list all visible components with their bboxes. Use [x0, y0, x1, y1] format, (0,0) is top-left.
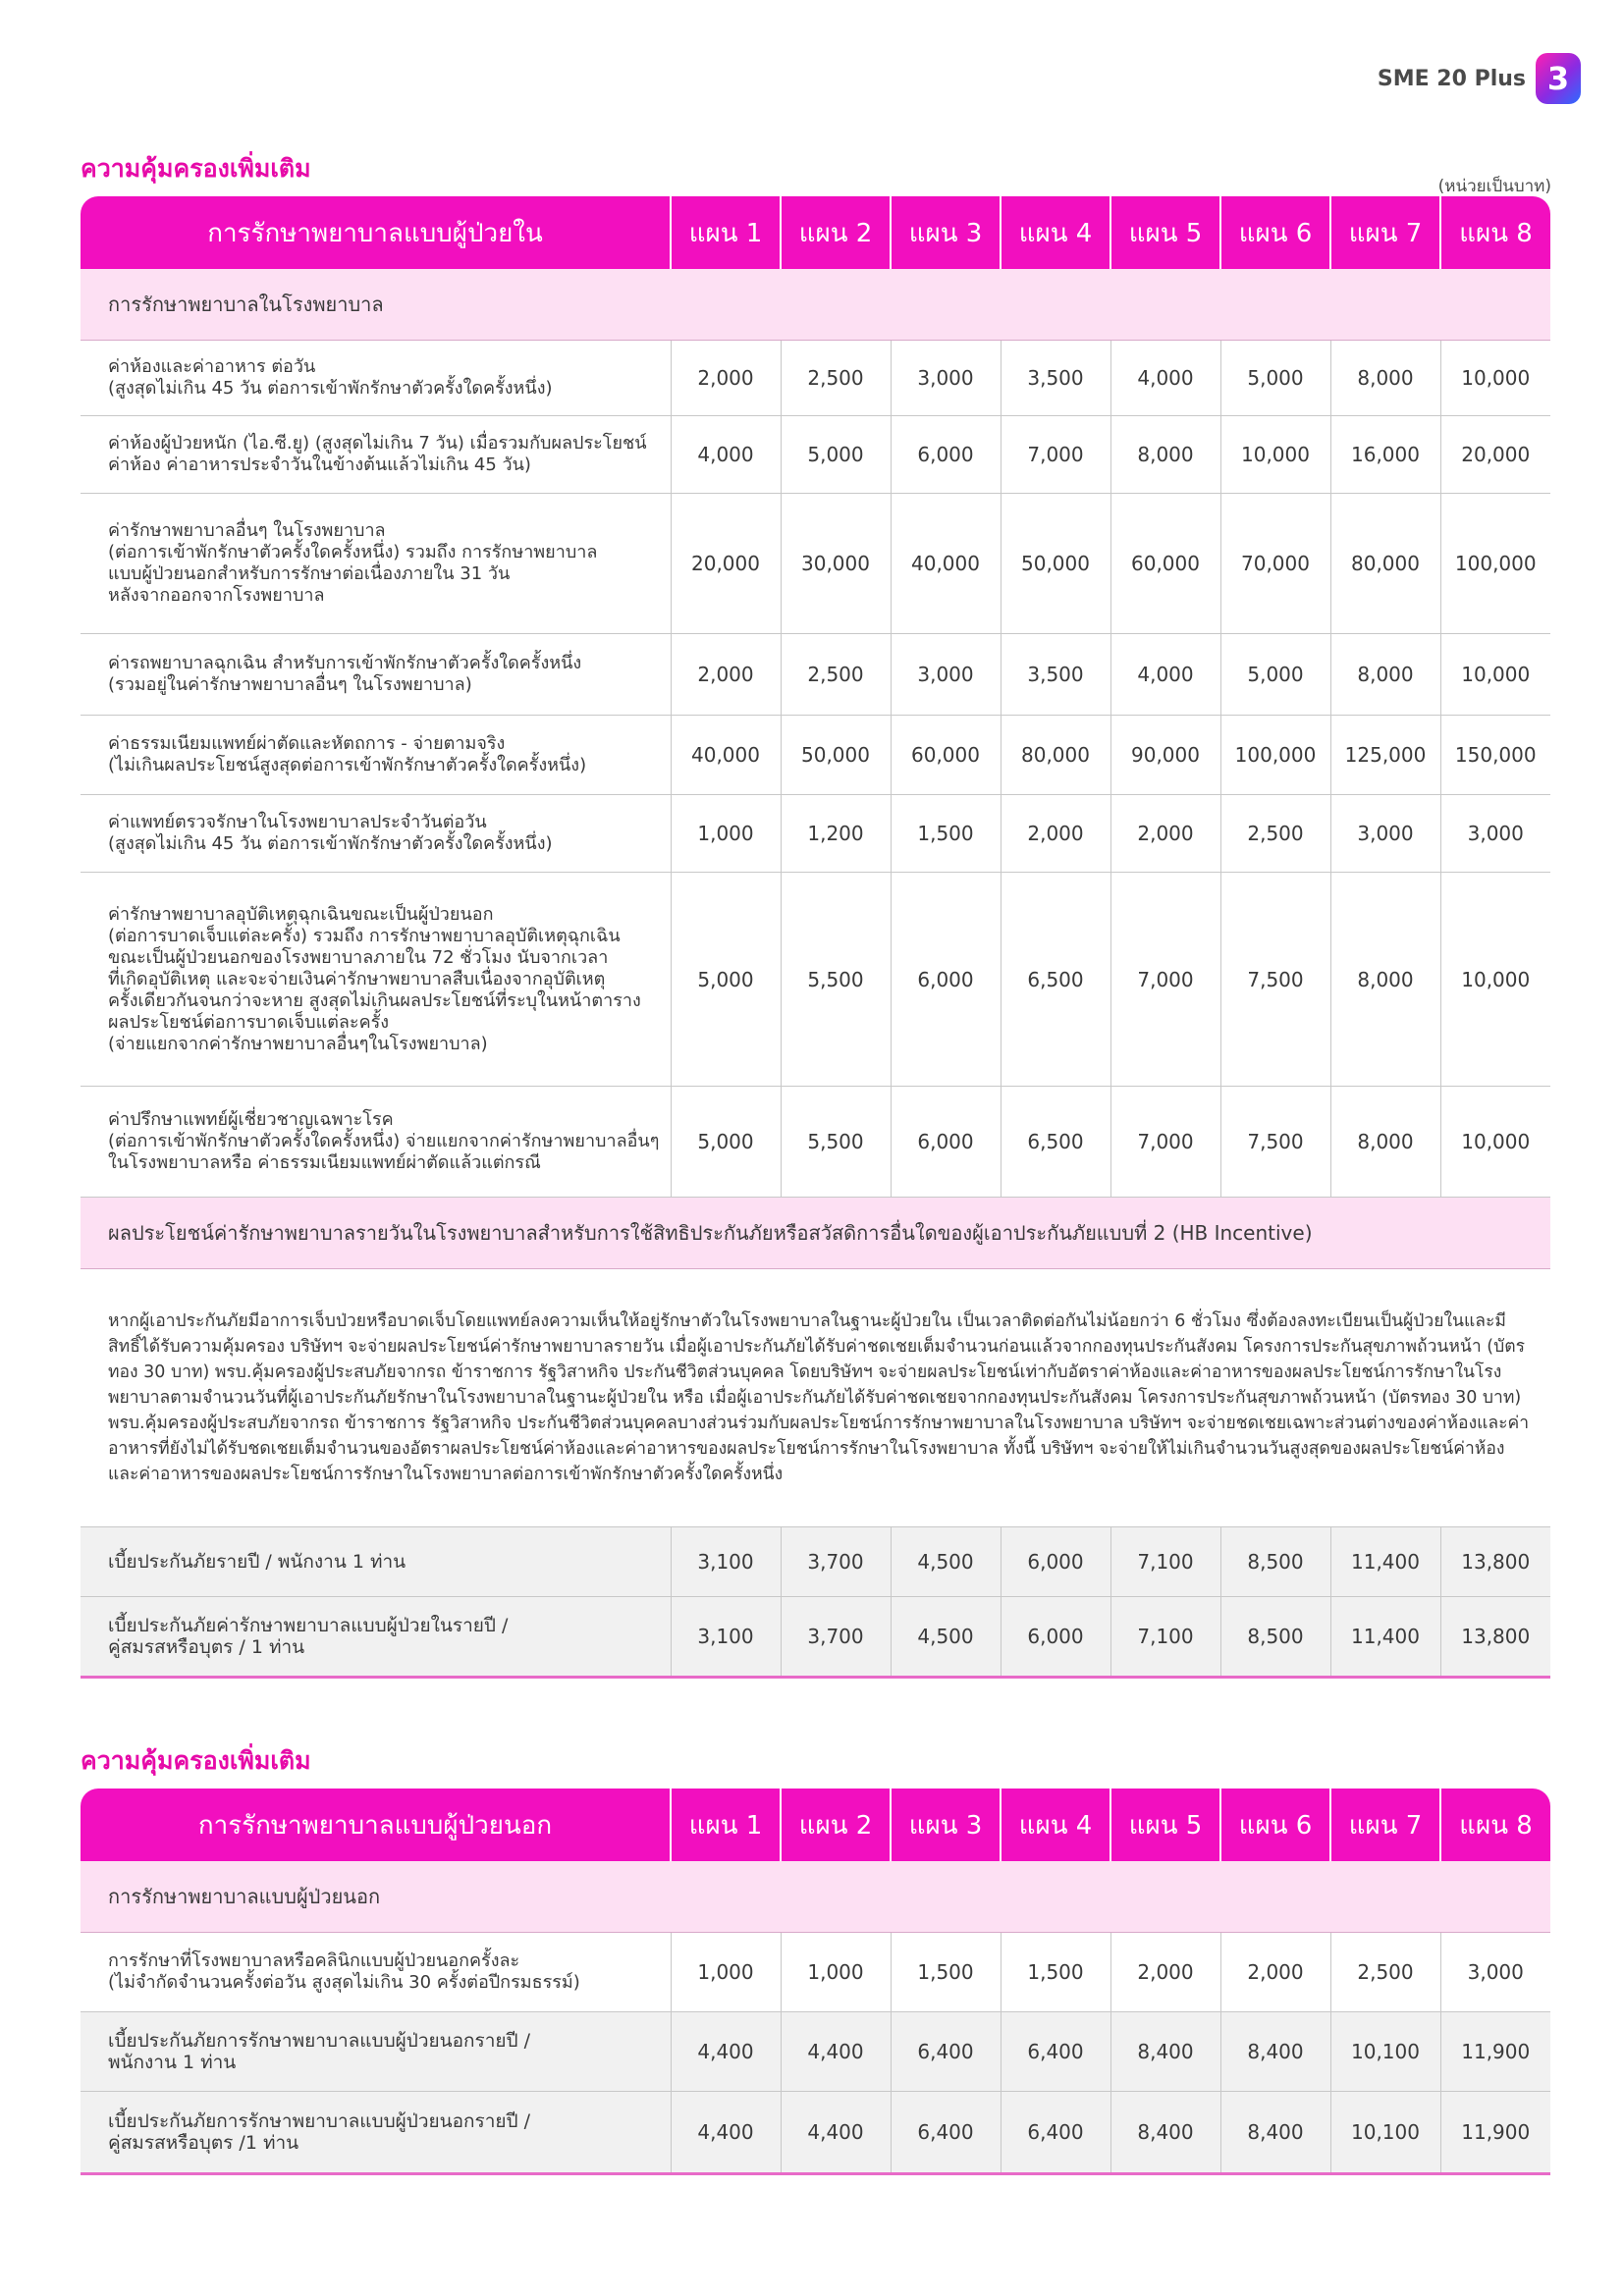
plan-value: 2,500	[781, 341, 891, 416]
plan-value: 4,400	[781, 2012, 891, 2092]
plan-value: 2,000	[671, 341, 781, 416]
plan-value: 2,000	[1110, 1933, 1220, 2012]
plan-value: 7,000	[1110, 1087, 1220, 1198]
plan-value: 8,000	[1330, 1087, 1440, 1198]
plan-value: 13,800	[1440, 1527, 1550, 1597]
plan-value: 10,100	[1330, 2012, 1440, 2092]
plan-value: 50,000	[1001, 494, 1110, 634]
plan-value: 10,000	[1440, 341, 1550, 416]
table-row	[81, 1933, 1550, 2012]
plan-value: 1,000	[671, 795, 781, 873]
plan-value: 100,000	[1440, 494, 1550, 634]
plan-value: 6,000	[891, 416, 1001, 494]
header-plan-2: แผน 2	[781, 1789, 891, 1861]
plan-value: 2,000	[671, 634, 781, 716]
row-label: ค่าปรึกษาแพทย์ผู้เชี่ยวชาญเฉพาะโรค (ต่อการเข้าพักรักษาตัวครั้งใดครั้งหนึ่ง) จ่ายแยกจากค่ารักษาพยาบาลอื่นๆ ในโรงพยาบาลหรือ ค่าธรรมเนียมแพทย์ผ่าตัดแล้วแต่กรณี	[81, 1087, 671, 1198]
plan-value: 7,000	[1001, 416, 1110, 494]
plan-value: 7,100	[1110, 1597, 1220, 1678]
table-row	[81, 634, 1550, 716]
table-row	[81, 416, 1550, 494]
plan-value: 8,000	[1110, 416, 1220, 494]
hb-incentive-text: หากผู้เอาประกันภัยมีอาการเจ็บป่วยหรือบาดเจ็บโดยแพทย์ลงความเห็นให้อยู่รักษาตัวในโรงพยาบาลในฐานะผู้ป่วยใน เป็นเวลาติดต่อกันไม่น้อยกว่า 6 ชั่วโมง ซึ่งต้องลงทะเบียนเป็นผู้ป่วยในและมีสิทธิ์ได้รับความคุ้มครอง บริษัทฯ จะจ่ายผลประโยชน์ค่ารักษาพยาบาลรายวัน เมื่อผู้เอาประกันภัยได้รับค่าชดเชยเต็มจำนวนก่อนแล้วจากกองทุนประกันสังคม โครงการประกันสุขภาพถ้วนหน้า (บัตรทอง 30 บาท) พรบ.คุ้มครองผู้ประสบภัยจากรถ ข้าราชการ รัฐวิสาหกิจ ประกันชีวิตส่วนบุคคล โดยบริษัทฯ จะจ่ายผลประโยชน์เท่ากับอัตราค่าห้องและค่าอาหารของผลประโยชน์การรักษาในโรงพยาบาลตามจำนวนวันที่ผู้เอาประกันภัยรักษาในโรงพยาบาลในฐานะผู้ป่วยใน หรือ เมื่อผู้เอาประกันภัยได้รับค่าชดเชยจากกองทุนประกันสังคม โครงการประกันสุขภาพถ้วนหน้า (บัตรทอง 30 บาท) พรบ.คุ้มครองผู้ประสบภัยจากรถ ข้าราชการ รัฐวิสาหกิจ ประกันชีวิตส่วนบุคคลบางส่วนร่วมกับผลประโยชน์การรักษาพยาบาลในโรงพยาบาล บริษัทฯ จะจ่ายชดเชยเฉพาะส่วนต่างของค่าห้องและค่าอาหารที่ยังไม่ได้รับชดเชยเต็มจำนวนของอัตราผลประโยชน์ค่าห้องและค่าอาหารของผลประโยชน์การรักษาในโรงพยาบาล ทั้งนี้ บริษัทฯ จะจ่ายให้ไม่เกินจำนวนวันสูงสุดของผลประโยชน์ค่าห้องและค่าอาหารของผลประโยชน์การรักษาในโรงพยาบาลต่อการเข้าพักรักษาตัวครั้งใดครั้งหนึ่ง	[81, 1269, 1550, 1527]
header-plan-3: แผน 3	[891, 1789, 1001, 1861]
plan-value: 125,000	[1330, 716, 1440, 795]
row-label: เบี้ยประกันภัยค่ารักษาพยาบาลแบบผู้ป่วยในรายปี / คู่สมรสหรือบุตร / 1 ท่าน	[81, 1597, 671, 1678]
plan-value: 3,000	[1330, 795, 1440, 873]
brand-logo	[1536, 53, 1581, 104]
plan-value: 8,400	[1220, 2092, 1330, 2174]
plan-value: 7,000	[1110, 873, 1220, 1087]
table-row	[81, 795, 1550, 873]
plan-value: 11,400	[1330, 1527, 1440, 1597]
plan-value: 60,000	[1110, 494, 1220, 634]
plan-value: 3,100	[671, 1597, 781, 1678]
table-row	[81, 1087, 1550, 1198]
row-label: ค่าแพทย์ตรวจรักษาในโรงพยาบาลประจำวันต่อวัน (สูงสุดไม่เกิน 45 วัน ต่อการเข้าพักรักษาตัวครั้งใดครั้งหนึ่ง)	[81, 795, 671, 873]
plan-value: 6,000	[1001, 1527, 1110, 1597]
subhead-row	[81, 269, 1550, 341]
row-label: ค่าธรรมเนียมแพทย์ผ่าตัดและหัตถการ - จ่ายตามจริง (ไม่เกินผลประโยชน์สูงสุดต่อการเข้าพักรักษาตัวครั้งใดครั้งหนึ่ง)	[81, 716, 671, 795]
plan-value: 6,000	[891, 1087, 1001, 1198]
section-title-inpatient: ความคุ้มครองเพิ่มเติม	[81, 154, 311, 183]
table-row	[81, 494, 1550, 634]
plan-value: 3,000	[891, 341, 1001, 416]
plan-value: 90,000	[1110, 716, 1220, 795]
plan-value: 2,000	[1220, 1933, 1330, 2012]
header-title: การรักษาพยาบาลแบบผู้ป่วยนอก	[81, 1789, 671, 1861]
header-title: การรักษาพยาบาลแบบผู้ป่วยใน	[81, 196, 671, 269]
plan-value: 8,400	[1110, 2012, 1220, 2092]
plan-value: 4,400	[671, 2012, 781, 2092]
header-plan-2: แผน 2	[781, 196, 891, 269]
plan-value: 8,400	[1220, 2012, 1330, 2092]
plan-value: 1,500	[891, 1933, 1001, 2012]
plan-value: 20,000	[671, 494, 781, 634]
plan-value: 50,000	[781, 716, 891, 795]
plan-value: 4,400	[781, 2092, 891, 2174]
header-plan-7: แผน 7	[1330, 196, 1440, 269]
plan-value: 10,100	[1330, 2092, 1440, 2174]
plan-value: 2,500	[781, 634, 891, 716]
table-row	[81, 873, 1550, 1087]
plan-value: 1,500	[1001, 1933, 1110, 2012]
plan-value: 3,000	[891, 634, 1001, 716]
plan-value: 150,000	[1440, 716, 1550, 795]
plan-value: 5,000	[671, 873, 781, 1087]
plan-value: 1,000	[671, 1933, 781, 2012]
plan-value: 6,400	[891, 2092, 1001, 2174]
table-header-row	[81, 196, 1550, 269]
row-label: เบี้ยประกันภัยรายปี / พนักงาน 1 ท่าน	[81, 1527, 671, 1597]
plan-value: 6,400	[891, 2012, 1001, 2092]
plan-value: 20,000	[1440, 416, 1550, 494]
row-label: ค่ารถพยาบาลฉุกเฉิน สำหรับการเข้าพักรักษาตัวครั้งใดครั้งหนึ่ง (รวมอยู่ในค่ารักษาพยาบาลอื่นๆ ในโรงพยาบาล)	[81, 634, 671, 716]
section-title-outpatient: ความคุ้มครองเพิ่มเติม	[81, 1746, 311, 1775]
plan-value: 5,500	[781, 873, 891, 1087]
plan-value: 4,500	[891, 1527, 1001, 1597]
plan-value: 3,000	[1440, 795, 1550, 873]
plan-value: 11,900	[1440, 2012, 1550, 2092]
header-plan-8: แผน 8	[1440, 1789, 1550, 1861]
header-plan-6: แผน 6	[1220, 1789, 1330, 1861]
plan-value: 4,000	[1110, 341, 1220, 416]
header-plan-7: แผน 7	[1330, 1789, 1440, 1861]
premium-row	[81, 2012, 1550, 2092]
subhead-row	[81, 1861, 1550, 1933]
table-row	[81, 341, 1550, 416]
plan-value: 80,000	[1001, 716, 1110, 795]
plan-value: 8,000	[1330, 634, 1440, 716]
plan-value: 10,000	[1440, 634, 1550, 716]
plan-value: 3,000	[1440, 1933, 1550, 2012]
plan-value: 40,000	[891, 494, 1001, 634]
header-plan-4: แผน 4	[1001, 1789, 1110, 1861]
plan-value: 30,000	[781, 494, 891, 634]
plan-value: 7,500	[1220, 873, 1330, 1087]
plan-value: 6,500	[1001, 873, 1110, 1087]
plan-value: 11,900	[1440, 2092, 1550, 2174]
unit-note: (หน่วยเป็นบาท)	[1437, 177, 1551, 196]
plan-value: 5,500	[781, 1087, 891, 1198]
plan-value: 16,000	[1330, 416, 1440, 494]
plan-value: 7,500	[1220, 1087, 1330, 1198]
plan-value: 100,000	[1220, 716, 1330, 795]
header-plan-5: แผน 5	[1110, 1789, 1220, 1861]
plan-value: 3,700	[781, 1597, 891, 1678]
header-plan-3: แผน 3	[891, 196, 1001, 269]
plan-value: 3,700	[781, 1527, 891, 1597]
header-plan-5: แผน 5	[1110, 196, 1220, 269]
outpatient-coverage-table	[81, 1789, 1550, 2175]
plan-value: 2,500	[1220, 795, 1330, 873]
plan-value: 8,400	[1110, 2092, 1220, 2174]
table-row	[81, 716, 1550, 795]
row-label: ค่าห้องผู้ป่วยหนัก (ไอ.ซี.ยู) (สูงสุดไม่เกิน 7 วัน) เมื่อรวมกับผลประโยชน์ ค่าห้อง ค่าอาหารประจำวันในข้างต้นแล้วไม่เกิน 45 วัน)	[81, 416, 671, 494]
plan-value: 5,000	[781, 416, 891, 494]
brand-header	[1378, 53, 1581, 104]
plan-value: 6,400	[1001, 2012, 1110, 2092]
plan-value: 4,000	[1110, 634, 1220, 716]
plan-value: 8,500	[1220, 1597, 1330, 1678]
plan-value: 3,100	[671, 1527, 781, 1597]
header-plan-1: แผน 1	[671, 1789, 781, 1861]
plan-value: 11,400	[1330, 1597, 1440, 1678]
plan-value: 5,000	[671, 1087, 781, 1198]
row-label: การรักษาที่โรงพยาบาลหรือคลินิกแบบผู้ป่วยนอกครั้งละ (ไม่จำกัดจำนวนครั้งต่อวัน สูงสุดไม่เกิน 30 ครั้งต่อปีกรมธรรม์)	[81, 1933, 671, 2012]
plan-value: 10,000	[1220, 416, 1330, 494]
premium-row	[81, 1597, 1550, 1678]
plan-value: 6,000	[1001, 1597, 1110, 1678]
plan-value: 1,200	[781, 795, 891, 873]
header-plan-4: แผน 4	[1001, 196, 1110, 269]
plan-value: 40,000	[671, 716, 781, 795]
hb-incentive-title: ผลประโยชน์ค่ารักษาพยาบาลรายวันในโรงพยาบาลสำหรับการใช้สิทธิประกันภัยหรือสวัสดิการอื่นใดของผู้เอาประกันภัยแบบที่ 2 (HB Incentive)	[81, 1198, 1550, 1269]
plan-value: 1,500	[891, 795, 1001, 873]
plan-value: 1,000	[781, 1933, 891, 2012]
plan-value: 13,800	[1440, 1597, 1550, 1678]
subhead-label: การรักษาพยาบาลในโรงพยาบาล	[81, 269, 1550, 341]
premium-row	[81, 2092, 1550, 2174]
row-label: เบี้ยประกันภัยการรักษาพยาบาลแบบผู้ป่วยนอกรายปี / พนักงาน 1 ท่าน	[81, 2012, 671, 2092]
subhead-label: การรักษาพยาบาลแบบผู้ป่วยนอก	[81, 1861, 1550, 1933]
plan-value: 5,000	[1220, 341, 1330, 416]
plan-value: 2,500	[1330, 1933, 1440, 2012]
hb-incentive-note-row	[81, 1269, 1550, 1527]
plan-value: 8,500	[1220, 1527, 1330, 1597]
plan-value: 60,000	[891, 716, 1001, 795]
plan-value: 2,000	[1001, 795, 1110, 873]
product-name: SME 20 Plus	[1377, 66, 1526, 91]
plan-value: 8,000	[1330, 873, 1440, 1087]
plan-value: 5,000	[1220, 634, 1330, 716]
premium-row	[81, 1527, 1550, 1597]
plan-value: 6,000	[891, 873, 1001, 1087]
plan-value: 10,000	[1440, 873, 1550, 1087]
plan-value: 4,500	[891, 1597, 1001, 1678]
header-plan-6: แผน 6	[1220, 196, 1330, 269]
header-plan-1: แผน 1	[671, 196, 781, 269]
inpatient-coverage-table	[81, 196, 1550, 1679]
plan-value: 2,000	[1110, 795, 1220, 873]
plan-value: 70,000	[1220, 494, 1330, 634]
row-label: เบี้ยประกันภัยการรักษาพยาบาลแบบผู้ป่วยนอกรายปี / คู่สมรสหรือบุตร /1 ท่าน	[81, 2092, 671, 2174]
plan-value: 7,100	[1110, 1527, 1220, 1597]
plan-value: 4,400	[671, 2092, 781, 2174]
row-label: ค่ารักษาพยาบาลอุบัติเหตุฉุกเฉินขณะเป็นผู้ป่วยนอก (ต่อการบาดเจ็บแต่ละครั้ง) รวมถึง การรักษาพยาบาลอุบัติเหตุฉุกเฉิน ขณะเป็นผู้ป่วยนอกของโรงพยาบาลภายใน 72 ชั่วโมง นับจากเวลา ที่เกิดอุบัติเหตุ และจะจ่ายเงินค่ารักษาพยาบาลสืบเนื่องจากอุบัติเหตุ ครั้งเดียวกันจนกว่าจะหาย สูงสุดไม่เกินผลประโยชน์ที่ระบุในหน้าตาราง ผลประโยชน์ต่อการบาดเจ็บแต่ละครั้ง (จ่ายแยกจากค่ารักษาพยาบาลอื่นๆในโรงพยาบาล)	[81, 873, 671, 1087]
plan-value: 8,000	[1330, 341, 1440, 416]
plan-value: 3,500	[1001, 341, 1110, 416]
row-label: ค่ารักษาพยาบาลอื่นๆ ในโรงพยาบาล (ต่อการเข้าพักรักษาตัวครั้งใดครั้งหนึ่ง) รวมถึง การรักษาพยาบาล แบบผู้ป่วยนอกสำหรับการรักษาต่อเนื่องภายใน 31 วัน หลังจากออกจากโรงพยาบาล	[81, 494, 671, 634]
hb-incentive-title-row	[81, 1198, 1550, 1269]
header-plan-8: แผน 8	[1440, 196, 1550, 269]
plan-value: 10,000	[1440, 1087, 1550, 1198]
plan-value: 6,400	[1001, 2092, 1110, 2174]
table-header-row	[81, 1789, 1550, 1861]
row-label: ค่าห้องและค่าอาหาร ต่อวัน (สูงสุดไม่เกิน 45 วัน ต่อการเข้าพักรักษาตัวครั้งใดครั้งหนึ่ง)	[81, 341, 671, 416]
plan-value: 6,500	[1001, 1087, 1110, 1198]
plan-value: 80,000	[1330, 494, 1440, 634]
plan-value: 3,500	[1001, 634, 1110, 716]
plan-value: 4,000	[671, 416, 781, 494]
brand-badge-number: 3	[1546, 60, 1570, 97]
